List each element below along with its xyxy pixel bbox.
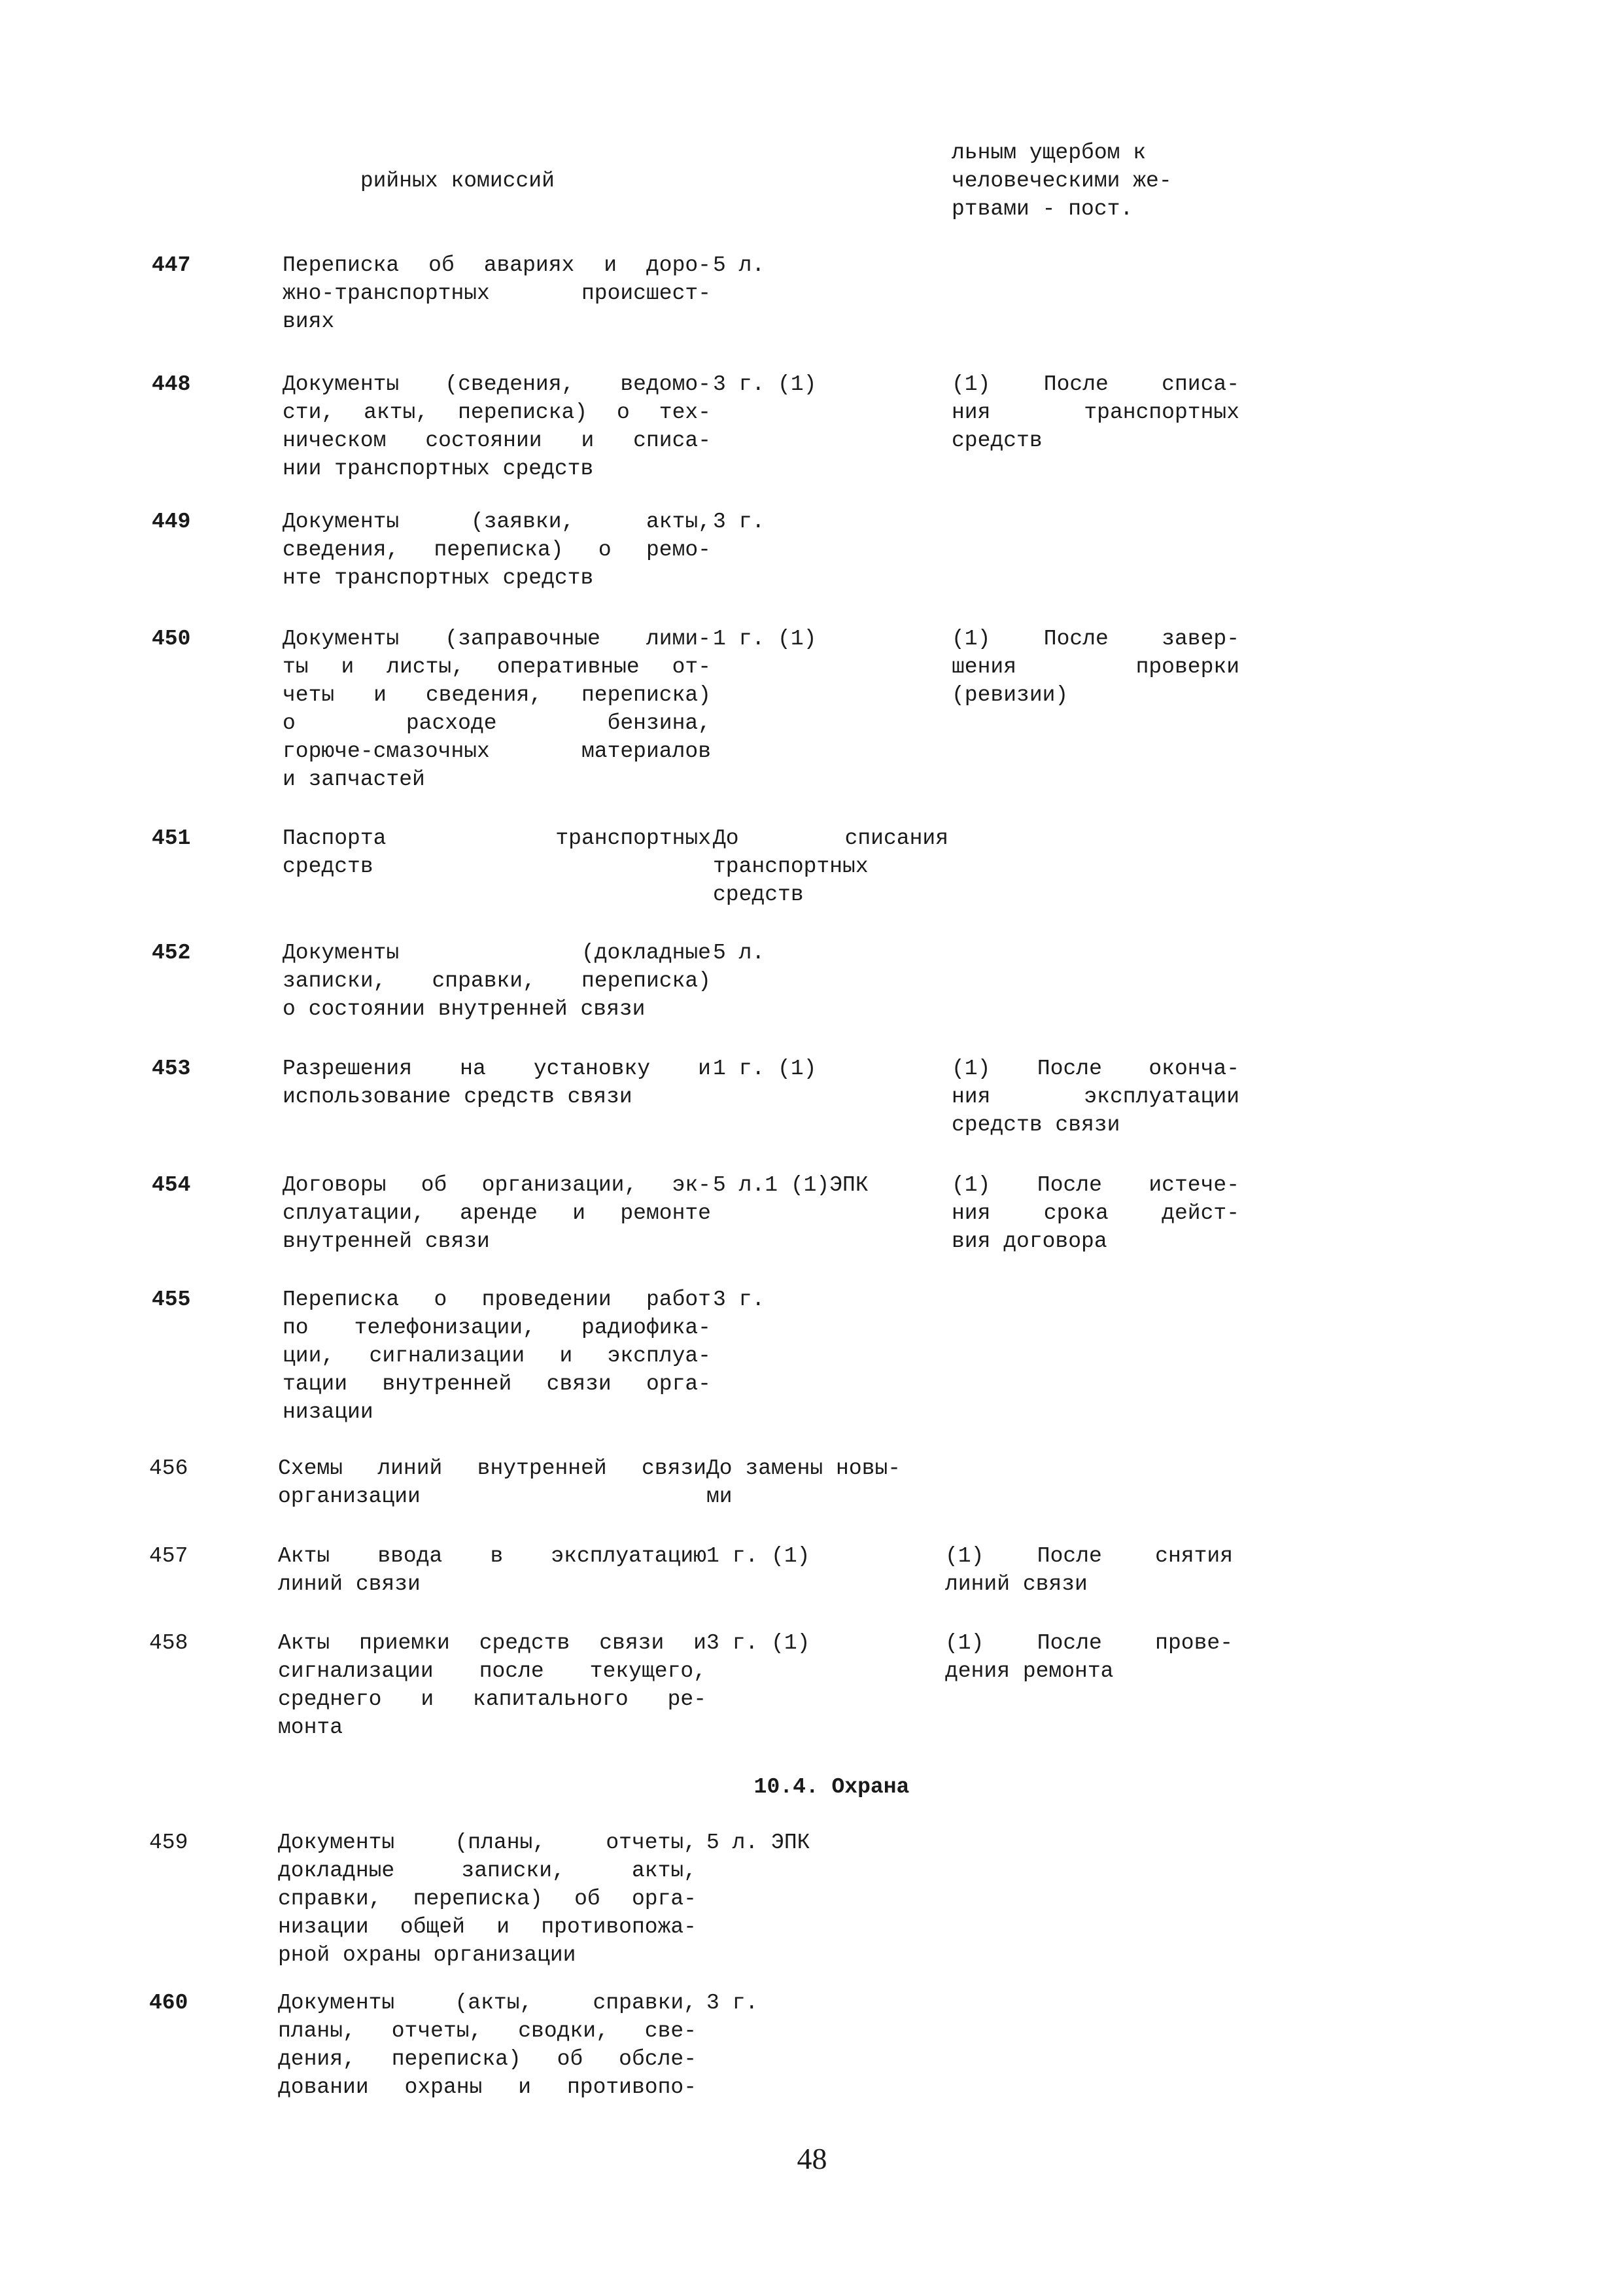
description-line: докладные записки, акты, bbox=[278, 1859, 697, 1883]
note-line: (1) После прове- bbox=[945, 1631, 1233, 1655]
note-line: дения ремонта bbox=[945, 1659, 1114, 1683]
description-line: записки, справки, переписка) bbox=[283, 969, 711, 993]
entry-description bbox=[278, 1829, 697, 1969]
entry-term bbox=[713, 508, 948, 536]
entry-term bbox=[706, 1829, 942, 1857]
note-line: средств bbox=[952, 429, 1043, 453]
entry-term bbox=[713, 370, 948, 398]
term-line: 5 л.1 (1)ЭПК bbox=[713, 1173, 869, 1197]
description-line: Акты приемки средств связи и bbox=[278, 1631, 706, 1655]
entry-note bbox=[945, 1629, 1233, 1685]
term-line: 5 л. bbox=[713, 253, 765, 277]
description-line: Договоры об организации, эк- bbox=[283, 1173, 711, 1197]
description-line: линий связи bbox=[278, 1572, 421, 1596]
term-line: До замены новы- bbox=[706, 1456, 901, 1480]
entry-number: 455 bbox=[152, 1288, 191, 1312]
entry-number: 453 bbox=[152, 1057, 191, 1081]
entry-number: 456 bbox=[149, 1456, 188, 1480]
entry-description bbox=[283, 139, 711, 223]
description-line: внутренней связи bbox=[283, 1229, 490, 1253]
description-line: сигнализации после текущего, bbox=[278, 1659, 706, 1683]
description-line: довании охраны и противопо- bbox=[278, 2075, 697, 2099]
entry-description bbox=[283, 1171, 711, 1255]
term-line: 3 г. (1) bbox=[713, 372, 817, 396]
entry-note bbox=[945, 1542, 1233, 1598]
description-line: среднего и капитального ре- bbox=[278, 1687, 706, 1711]
description-line: по телефонизации, радиофика- bbox=[283, 1316, 711, 1340]
entry-description bbox=[283, 939, 711, 1023]
entry-term bbox=[713, 1171, 948, 1199]
note-line: ртвами - пост. bbox=[952, 197, 1133, 221]
entry-description bbox=[278, 1542, 706, 1598]
description-line: использование средств связи bbox=[283, 1085, 632, 1109]
entry-number: 451 bbox=[152, 826, 191, 850]
description-line: Переписка об авариях и доро- bbox=[283, 253, 711, 277]
entry-number: 457 bbox=[149, 1544, 188, 1568]
entry-note bbox=[952, 1171, 1239, 1255]
term-line: До списания bbox=[713, 826, 948, 850]
description-line: рной охраны организации bbox=[278, 1943, 576, 1967]
description-line: низации bbox=[283, 1400, 373, 1424]
description-line: тации внутренней связи орга- bbox=[283, 1372, 711, 1396]
note-line: (1) После списа- bbox=[952, 372, 1239, 396]
entry-number: 450 bbox=[152, 627, 191, 651]
description-line: ты и листы, оперативные от- bbox=[283, 655, 711, 679]
entry-description bbox=[283, 824, 711, 881]
description-line: дения, переписка) об обсле- bbox=[278, 2047, 697, 2071]
description-line: о состоянии внутренней связи bbox=[283, 997, 646, 1021]
page-number: 48 bbox=[797, 2142, 827, 2175]
entry-note bbox=[952, 370, 1239, 455]
term-line: средств bbox=[713, 883, 804, 907]
entry-description bbox=[283, 251, 711, 336]
entry-number: 459 bbox=[149, 1831, 188, 1855]
entry-description bbox=[283, 508, 711, 592]
entry-number: 460 bbox=[149, 1991, 188, 2015]
note-line: (1) После оконча- bbox=[952, 1057, 1239, 1081]
entry-description bbox=[283, 1055, 711, 1111]
entry-term bbox=[706, 1542, 942, 1570]
term-line: 3 г. bbox=[706, 1991, 759, 2015]
description-line: Документы (сведения, ведомо- bbox=[283, 372, 711, 396]
term-line: 3 г. bbox=[713, 510, 765, 534]
description-line: нте транспортных средств bbox=[283, 566, 594, 590]
description-line: виях bbox=[283, 309, 335, 334]
description-line: ции, сигнализации и эксплуа- bbox=[283, 1344, 711, 1368]
note-line: человеческими же- bbox=[952, 169, 1172, 193]
note-line: (ревизии) bbox=[952, 683, 1069, 707]
description-line: Переписка о проведении работ bbox=[283, 1288, 711, 1312]
description-line: жно-транспортных происшест- bbox=[283, 281, 711, 306]
description-line: ническом состоянии и списа- bbox=[283, 429, 711, 453]
description-line: сти, акты, переписка) о тех- bbox=[283, 400, 711, 425]
description-line: сведения, переписка) о ремо- bbox=[283, 538, 711, 562]
term-line: 3 г. bbox=[713, 1288, 765, 1312]
note-line: линий связи bbox=[945, 1572, 1088, 1596]
description-line: справки, переписка) об орга- bbox=[278, 1887, 697, 1911]
entry-number: 454 bbox=[152, 1173, 191, 1197]
description-line: Документы (акты, справки, bbox=[278, 1991, 697, 2015]
note-line: ния эксплуатации bbox=[952, 1085, 1239, 1109]
entry-term bbox=[713, 824, 948, 909]
description-line: организации bbox=[278, 1484, 421, 1509]
description-line: средств bbox=[283, 854, 373, 879]
term-line: 3 г. (1) bbox=[706, 1631, 810, 1655]
description-line: четы и сведения, переписка) bbox=[283, 683, 711, 707]
description-line: планы, отчеты, сводки, све- bbox=[278, 2019, 697, 2043]
note-line: (1) После снятия bbox=[945, 1544, 1233, 1568]
note-line: ния срока дейст- bbox=[952, 1201, 1239, 1225]
description-line: сплуатации, аренде и ремонте bbox=[283, 1201, 711, 1225]
entry-term bbox=[706, 1454, 942, 1511]
description-line: горюче-смазочных материалов bbox=[283, 739, 711, 763]
description-line: Документы (заявки, акты, bbox=[283, 510, 711, 534]
entry-term bbox=[706, 1629, 942, 1657]
entry-description bbox=[283, 625, 711, 794]
entry-note bbox=[952, 139, 1239, 223]
term-line: 1 г. (1) bbox=[713, 627, 817, 651]
entry-term bbox=[713, 251, 948, 279]
note-line: ния транспортных bbox=[952, 400, 1239, 425]
description-line: Разрешения на установку и bbox=[283, 1057, 711, 1081]
description-line: Паспорта транспортных bbox=[283, 826, 711, 850]
description-line: рийных комиссий bbox=[360, 169, 555, 193]
description-line: нии транспортных средств bbox=[283, 457, 594, 481]
entry-term bbox=[706, 1989, 942, 2017]
note-line: вия договора bbox=[952, 1229, 1107, 1253]
term-line: 5 л. bbox=[713, 941, 765, 965]
entry-description bbox=[278, 1629, 706, 1742]
description-line: Документы (докладные bbox=[283, 941, 711, 965]
entry-note bbox=[952, 625, 1239, 709]
entry-number: 452 bbox=[152, 941, 191, 965]
entry-number: 448 bbox=[152, 372, 191, 396]
term-line: транспортных bbox=[713, 854, 869, 879]
description-line: о расходе бензина, bbox=[283, 711, 711, 735]
description-line: и запчастей bbox=[283, 767, 425, 792]
entry-description bbox=[278, 1454, 706, 1511]
term-line: 1 г. (1) bbox=[713, 1057, 817, 1081]
description-line: Схемы линий внутренней связи bbox=[278, 1456, 706, 1480]
entry-term bbox=[713, 1055, 948, 1083]
entry-term bbox=[713, 939, 948, 967]
term-line: 5 л. ЭПК bbox=[706, 1831, 810, 1855]
description-line: Акты ввода в эксплуатацию bbox=[278, 1544, 706, 1568]
entry-number: 447 bbox=[152, 253, 191, 277]
description-line: Документы (заправочные лими- bbox=[283, 627, 711, 651]
note-line: шения проверки bbox=[952, 655, 1239, 679]
note-line: (1) После завер- bbox=[952, 627, 1239, 651]
entry-term bbox=[713, 1286, 948, 1314]
entry-term bbox=[713, 625, 948, 653]
note-line: льным ущербом к bbox=[952, 141, 1147, 165]
description-line: монта bbox=[278, 1715, 343, 1740]
entry-number: 449 bbox=[152, 510, 191, 534]
entry-description bbox=[283, 370, 711, 483]
term-line: ми bbox=[706, 1484, 733, 1509]
entry-description bbox=[283, 1286, 711, 1426]
note-line: средств связи bbox=[952, 1113, 1120, 1137]
entry-note bbox=[952, 1055, 1239, 1139]
note-line: (1) После истече- bbox=[952, 1173, 1239, 1197]
description-line: Документы (планы, отчеты, bbox=[278, 1831, 697, 1855]
entry-number: 458 bbox=[149, 1631, 188, 1655]
section-heading: 10.4. Охрана bbox=[753, 1775, 910, 1799]
description-line: низации общей и противопожа- bbox=[278, 1915, 697, 1939]
term-line: 1 г. (1) bbox=[706, 1544, 810, 1568]
entry-description bbox=[278, 1989, 697, 2101]
